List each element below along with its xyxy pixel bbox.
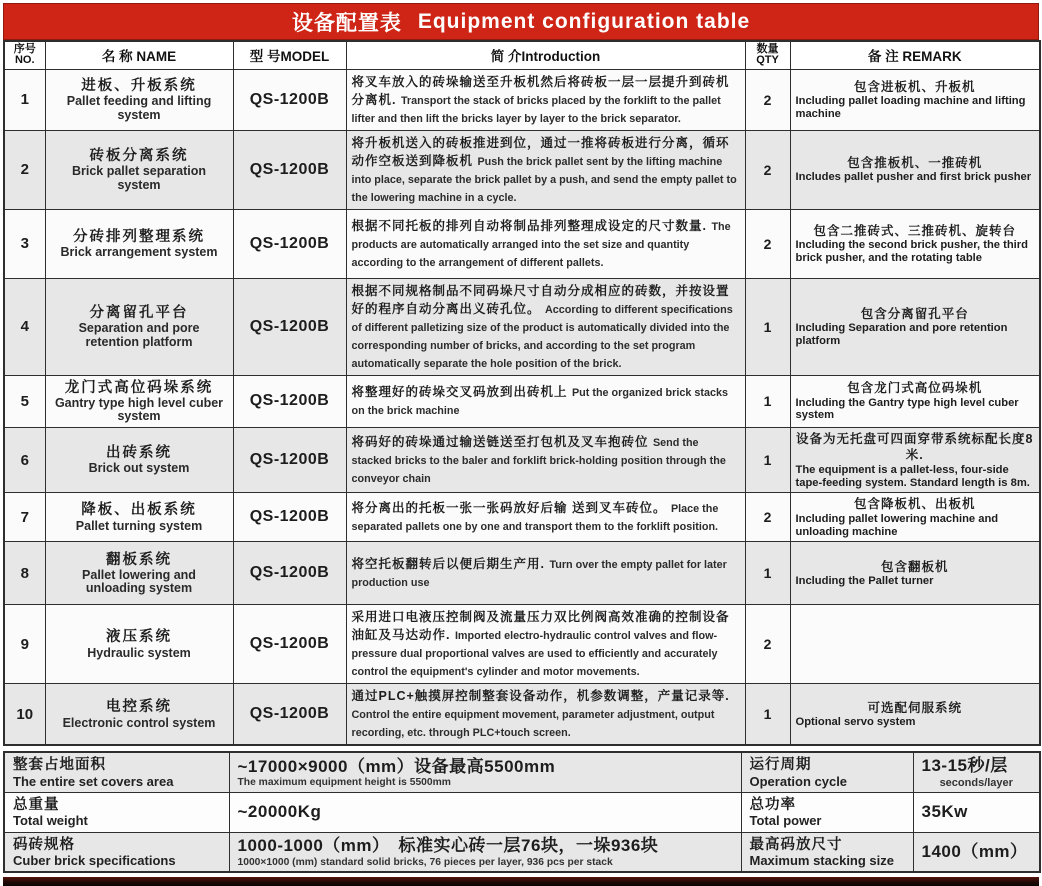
- row-remark-zh: 包含二推砖式、三推砖机、旋转台: [813, 223, 1016, 238]
- row-remark: [790, 684, 1040, 746]
- row-name-en: Brick arrangement system: [60, 244, 218, 259]
- row-intro-zh: 根据不同托板的排列自动将制品排列整理成设定的尺寸数量.: [351, 218, 707, 233]
- row-number: 8: [4, 542, 45, 605]
- row-introduction: [346, 209, 745, 278]
- row-remark: [790, 428, 1040, 493]
- row-remark-zh: 包含分离留孔平台: [860, 306, 969, 321]
- row-model: QS-1200B: [233, 493, 346, 542]
- summary-row: [4, 792, 1040, 832]
- column-header-model: 型 号MODEL: [233, 41, 346, 69]
- page-title-en: Equipment configuration table: [417, 9, 751, 33]
- row-name-zh: 出砖系统: [106, 445, 172, 462]
- row-qty: 2: [745, 605, 790, 684]
- row-remark-en: Including Separation and pore retention platform: [795, 321, 1008, 347]
- column-header-no: 序号 NO.: [4, 41, 45, 69]
- row-name: [45, 605, 233, 684]
- row-intro-en: According to different specifications of different palletizing size of the product is automatically divided into the corresponding number of bricks, and according to the set program automatically separate the hole position of the brick.: [351, 303, 733, 370]
- table-row: [4, 209, 1040, 278]
- summary-right-value: 1400（mm）: [913, 832, 1040, 872]
- row-model: QS-1200B: [233, 428, 346, 493]
- bottom-accent-bar: [3, 877, 1039, 886]
- row-intro-zh: 通过PLC+触摸屏控制整套设备动作，机参数调整，产量记录等.: [351, 689, 730, 704]
- row-intro-zh: 将升板机送入的砖板推进到位，通过一推将砖板进行分离，循环动作空板送到降板机: [351, 135, 730, 168]
- summary-right-label: 总功率 Total power: [741, 792, 913, 832]
- row-intro-zh: 将整理好的砖垛交叉码放到出砖机上: [351, 385, 568, 400]
- table-row: [4, 542, 1040, 605]
- row-intro-zh: 将分离出的托板一张一张码放好后输 送到叉车砖位。: [351, 501, 667, 516]
- row-name-en: Electronic control system: [62, 715, 216, 730]
- row-model: QS-1200B: [233, 278, 346, 375]
- summary-left-value: ~17000×9000（mm）设备最高5500mm The maximum equipment height is 5500mm: [229, 752, 741, 792]
- summary-left-label: 整套占地面积 The entire set covers area: [4, 752, 229, 792]
- table-row: [4, 428, 1040, 493]
- row-name-en: Pallet lowering and unloading system: [82, 567, 196, 596]
- table-row: [4, 69, 1040, 130]
- row-name-zh: 进板、升板系统: [81, 77, 197, 94]
- row-name: [45, 69, 233, 130]
- row-name-zh: 降板、出板系统: [81, 502, 197, 519]
- row-number: 3: [4, 209, 45, 278]
- row-introduction: [346, 69, 745, 130]
- row-name: [45, 542, 233, 605]
- column-header-qty: 数量 QTY: [745, 41, 790, 69]
- row-introduction: [346, 605, 745, 684]
- row-qty: 1: [745, 278, 790, 375]
- row-intro-en: Transport the stack of bricks placed by the forklift to the pallet lifter and then lift the bricks layer by layer to the brick separator.: [351, 94, 721, 125]
- row-number: 9: [4, 605, 45, 684]
- row-remark-zh: 包含进板机、升板机: [853, 79, 976, 94]
- equipment-table: [3, 40, 1041, 746]
- row-name-zh: 龙门式高位码垛系统: [64, 379, 214, 396]
- row-introduction: [346, 375, 745, 428]
- row-qty: 2: [745, 493, 790, 542]
- row-number: 6: [4, 428, 45, 493]
- row-introduction: [346, 684, 745, 746]
- table-row: [4, 605, 1040, 684]
- row-name: [45, 684, 233, 746]
- row-model: QS-1200B: [233, 130, 346, 209]
- row-remark-zh: 包含翻板机: [880, 559, 949, 574]
- column-header-introduction: 简 介Introduction: [346, 41, 745, 69]
- row-remark: [790, 542, 1040, 605]
- column-header-name: 名 称 NAME: [45, 41, 233, 69]
- row-model: QS-1200B: [233, 684, 346, 746]
- row-number: 5: [4, 375, 45, 428]
- row-name-en: Brick pallet separation system: [71, 163, 207, 192]
- row-name: [45, 130, 233, 209]
- row-intro-zh: 采用进口电液压控制阀及流量压力双比例阀高效准确的控制设备油缸及马达动作.: [351, 610, 730, 643]
- row-name-en: Pallet turning system: [75, 518, 203, 533]
- row-qty: 2: [745, 209, 790, 278]
- page-title-zh: 设备配置表: [291, 11, 402, 35]
- row-name: [45, 209, 233, 278]
- row-remark-zh: 包含降板机、出板机: [853, 497, 976, 512]
- summary-left-value: 1000-1000（mm） 标准实心砖一层76块，一垛936块 1000×1000 (mm) standard solid bricks, 76 pieces per layer, 936 pcs per stack: [229, 832, 741, 872]
- row-name-zh: 砖板分离系统: [89, 147, 189, 164]
- table-row: [4, 375, 1040, 428]
- row-name-en: Hydraulic system: [87, 645, 191, 660]
- row-remark-en: Including the Gantry type high level cuber system: [795, 396, 1019, 422]
- row-remark-zh: 包含推板机、一推砖机: [847, 155, 983, 170]
- row-intro-en: The products are automatically arranged into the set size and quantity according to the arrangement of different pallets.: [351, 220, 731, 269]
- row-introduction: [346, 130, 745, 209]
- row-intro-zh: 将码好的砖垛通过输送链送至打包机及叉车抱砖位: [351, 435, 649, 450]
- row-intro-en: Control the entire equipment movement, parameter adjustment, output recording, etc. through PLC+touch screen.: [351, 709, 715, 740]
- row-remark-en: Optional servo system: [795, 716, 916, 729]
- row-remark: [790, 130, 1040, 209]
- row-intro-en: Push the brick pallet sent by the lifting machine into place, separate the brick pallet by a push, and send the empty pallet to the lowering machine in a cycle.: [351, 155, 737, 204]
- row-number: 4: [4, 278, 45, 375]
- row-name: [45, 278, 233, 375]
- row-intro-en: Send the stacked bricks to the baler and forklift brick-holding position through the conveyor chain: [351, 437, 726, 486]
- row-number: 7: [4, 493, 45, 542]
- row-introduction: [346, 278, 745, 375]
- table-row: [4, 278, 1040, 375]
- summary-right-label: 运行周期 Operation cycle: [741, 752, 913, 792]
- row-intro-zh: 将空托板翻转后以便后期生产用.: [351, 557, 545, 572]
- row-intro-en: Place the separated pallets one by one and transport them to the forklift position.: [351, 503, 719, 534]
- row-intro-en: Turn over the empty pallet for later production use: [351, 559, 727, 590]
- summary-right-label: 最高码放尺寸 Maximum stacking size: [741, 832, 913, 872]
- row-introduction: [346, 493, 745, 542]
- row-qty: 1: [745, 542, 790, 605]
- row-model: QS-1200B: [233, 69, 346, 130]
- row-remark-en: Including the Pallet turner: [795, 575, 934, 588]
- row-remark: [790, 278, 1040, 375]
- row-remark: [790, 209, 1040, 278]
- row-name: [45, 428, 233, 493]
- row-intro-en: Put the organized brick stacks on the brick machine: [351, 387, 728, 418]
- summary-left-label: 总重量 Total weight: [4, 792, 229, 832]
- row-model: QS-1200B: [233, 209, 346, 278]
- row-remark-en: The equipment is a pallet-less, four-side tape-feeding system. Standard length is 8m.: [795, 463, 1030, 489]
- row-remark: [790, 69, 1040, 130]
- row-introduction: [346, 542, 745, 605]
- row-model: QS-1200B: [233, 605, 346, 684]
- row-qty: 1: [745, 375, 790, 428]
- row-name-zh: 电控系统: [106, 699, 172, 716]
- row-number: 10: [4, 684, 45, 746]
- row-number: 2: [4, 130, 45, 209]
- summary-right-value: 13-15秒/层 seconds/layer: [913, 752, 1040, 792]
- table-header-row: [4, 41, 1040, 69]
- table-row: [4, 493, 1040, 542]
- row-remark: [790, 493, 1040, 542]
- row-qty: 2: [745, 130, 790, 209]
- row-remark: [790, 375, 1040, 428]
- row-name-en: Brick out system: [88, 461, 190, 476]
- row-remark: [790, 605, 1040, 684]
- row-intro-zh: 将叉车放入的砖垛输送至升板机然后将砖板一层一层提升到砖机分离机.: [351, 74, 730, 107]
- row-introduction: [346, 428, 745, 493]
- row-name-zh: 翻板系统: [106, 551, 172, 568]
- summary-row: [4, 832, 1040, 872]
- row-remark-zh: 可选配伺服系统: [867, 700, 962, 715]
- summary-left-value: ~20000Kg: [229, 792, 741, 832]
- row-intro-zh: 根据不同规格制品不同码垛尺寸自动分成相应的砖数，并按设置好的程序自动分离出义砖孔位。: [351, 283, 730, 316]
- row-name-en: Gantry type high level cuber system: [54, 395, 224, 424]
- row-qty: 2: [745, 69, 790, 130]
- row-name-en: Pallet feeding and lifting system: [66, 93, 212, 122]
- table-row: [4, 684, 1040, 746]
- row-qty: 1: [745, 684, 790, 746]
- table-title-banner: [3, 3, 1039, 40]
- summary-table: [3, 751, 1041, 873]
- row-name-zh: 分砖排列整理系统: [73, 228, 205, 245]
- row-name-en: Separation and pore retention platform: [78, 320, 200, 349]
- column-header-remark: 备 注 REMARK: [790, 41, 1040, 69]
- table-row: [4, 130, 1040, 209]
- row-name: [45, 375, 233, 428]
- row-qty: 1: [745, 428, 790, 493]
- row-intro-en: Imported electro-hydraulic control valves and flow-pressure dual proportional valves are used to efficiently and accurately control the equipment's cylinder and motor movements.: [351, 630, 718, 679]
- summary-left-label: 码砖规格 Cuber brick specifications: [4, 832, 229, 872]
- row-name-zh: 分离留孔平台: [89, 304, 189, 321]
- row-remark-zh: 包含龙门式高位码垛机: [847, 381, 983, 396]
- row-model: QS-1200B: [233, 542, 346, 605]
- summary-row: [4, 752, 1040, 792]
- row-remark-en: Including pallet loading machine and lifting machine: [795, 94, 1026, 120]
- row-remark-en: Including the second brick pusher, the third brick pusher, and the rotating table: [795, 238, 1028, 264]
- row-remark-en: Including pallet lowering machine and unloading machine: [795, 512, 999, 538]
- row-remark-zh: 设备为无托盘可四面穿带系统标配长度8米.: [796, 432, 1034, 463]
- summary-right-value: 35Kw: [913, 792, 1040, 832]
- row-name: [45, 493, 233, 542]
- row-remark-en: Includes pallet pusher and first brick pusher: [795, 171, 1032, 184]
- row-name-zh: 液压系统: [106, 629, 172, 646]
- row-number: 1: [4, 69, 45, 130]
- row-model: QS-1200B: [233, 375, 346, 428]
